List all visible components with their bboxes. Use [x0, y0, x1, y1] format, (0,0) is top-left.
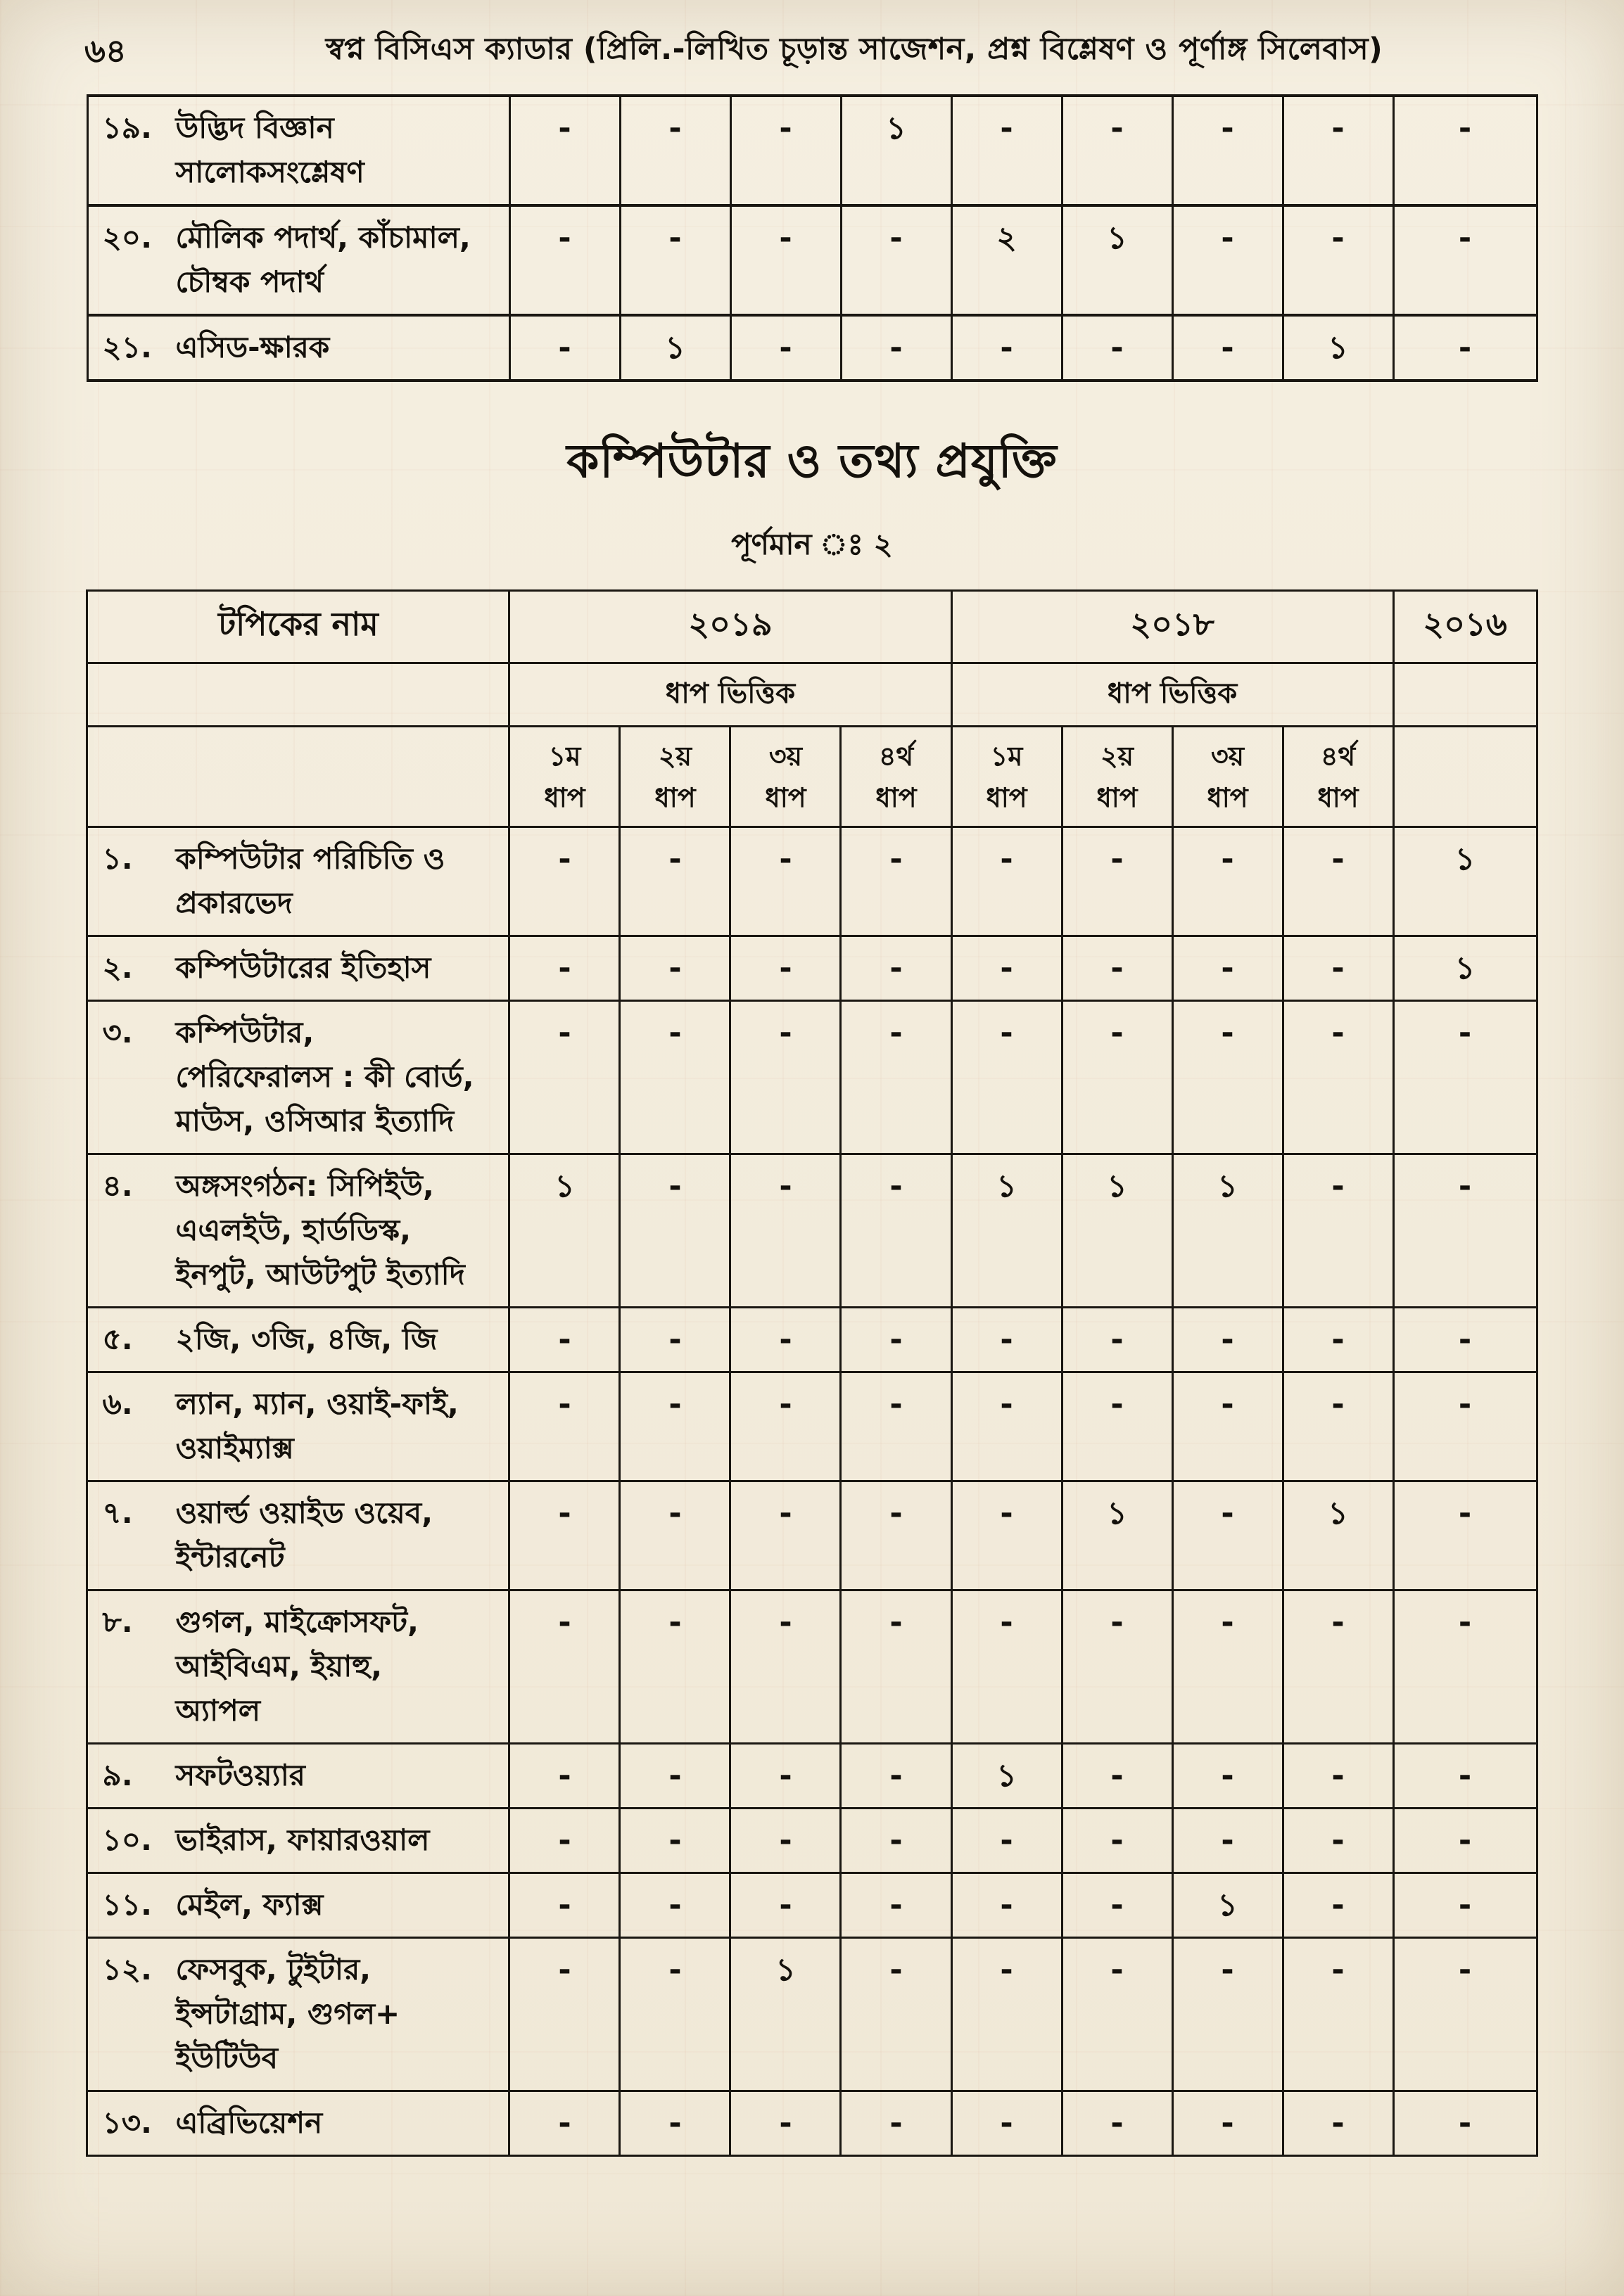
value-cell: -	[841, 205, 951, 315]
row-number: ৭.	[102, 1495, 133, 1530]
value-cell: -	[841, 936, 951, 1000]
step-header-২০১৯-3	[730, 727, 841, 827]
value-cell: -	[951, 1372, 1062, 1481]
step-header-line: ৩য়	[768, 741, 803, 772]
value-cell: -	[1062, 96, 1172, 205]
value-cell: -	[951, 936, 1062, 1000]
topic-line: প্রকারভেদ	[175, 885, 293, 920]
value-cell: -	[620, 1307, 730, 1372]
topic-cell	[87, 1590, 509, 1743]
value-cell: -	[1283, 2091, 1393, 2155]
value-cell: -	[841, 1000, 951, 1154]
value-cell: -	[730, 1590, 841, 1743]
value-cell: -	[1393, 315, 1537, 381]
table-row	[87, 205, 1537, 315]
value-cell: -	[620, 96, 730, 205]
value-cell: -	[841, 2091, 951, 2155]
value-cell: -	[1283, 205, 1393, 315]
value-cell: -	[620, 827, 730, 936]
value-cell: -	[1172, 205, 1283, 315]
step-header-line: ধাপ	[986, 782, 1027, 813]
value-cell: -	[620, 205, 730, 315]
value-cell: -	[730, 1307, 841, 1372]
table-row	[87, 315, 1537, 381]
value-cell: -	[620, 1743, 730, 1808]
topic-cell	[87, 96, 509, 205]
row-number: ৮.	[102, 1604, 133, 1639]
value-cell: -	[1393, 1873, 1537, 1937]
value-cell: -	[951, 1481, 1062, 1590]
topic-column-header: টপিকের নাম	[87, 591, 509, 663]
value-cell: -	[1283, 1743, 1393, 1808]
value-cell: -	[1172, 96, 1283, 205]
value-cell: -	[1172, 2091, 1283, 2155]
topic-line: আইবিএম, ইয়াহু,	[175, 1648, 383, 1683]
value-cell: -	[509, 315, 620, 381]
value-cell: -	[509, 205, 620, 315]
value-cell: -	[841, 1873, 951, 1937]
topic-text	[176, 106, 502, 194]
value-cell: -	[841, 1307, 951, 1372]
topic-line: এসিড-ক্ষারক	[175, 330, 330, 364]
topic-cell	[87, 1808, 509, 1873]
step-header-line: ধাপ	[765, 782, 806, 813]
section-marks-label: পূর্ণমান ঃ ২	[731, 527, 893, 561]
value-cell: -	[1393, 1937, 1537, 2091]
row-number: ৬.	[102, 1386, 133, 1421]
topic-text	[175, 1947, 501, 2080]
topic-cell	[87, 1372, 509, 1481]
topic-line: উদ্ভিদ বিজ্ঞান	[175, 110, 334, 145]
table-row	[87, 1808, 1537, 1873]
value-cell: -	[620, 1937, 730, 2091]
topic-cell	[87, 1937, 509, 2091]
value-cell: -	[509, 1307, 620, 1372]
step-header-line: ৪র্থ	[1320, 741, 1356, 772]
value-cell: -	[1283, 936, 1393, 1000]
value-cell: -	[841, 1808, 951, 1873]
topic-cell	[87, 1481, 509, 1590]
table-row	[87, 1590, 1537, 1743]
topic-text	[175, 836, 501, 925]
value-cell: -	[951, 827, 1062, 936]
value-cell: -	[841, 1154, 951, 1307]
topic-cell	[87, 205, 509, 315]
row-number: ২০.	[102, 220, 153, 255]
topic-line: সফটওয়্যার	[175, 1757, 305, 1792]
value-cell: -	[620, 1372, 730, 1481]
carryover-syllabus-table	[87, 94, 1538, 382]
value-cell: -	[1172, 1000, 1283, 1154]
topic-line: ফেসবুক, টুইটার,	[175, 1951, 372, 1986]
value-cell: ১	[951, 1154, 1062, 1307]
row-number: ৪.	[102, 1168, 133, 1203]
value-cell: ১	[1172, 1154, 1283, 1307]
value-cell: -	[1283, 1590, 1393, 1743]
step-header-line: ১ম	[990, 741, 1023, 772]
value-cell: -	[1393, 96, 1537, 205]
value-cell: -	[509, 1873, 620, 1937]
step-header-২০১৮-4	[1283, 727, 1393, 827]
topic-text	[175, 945, 501, 990]
empty-header-cell	[87, 727, 509, 827]
value-cell: -	[1172, 1808, 1283, 1873]
value-cell: -	[509, 96, 620, 205]
value-cell: -	[509, 936, 620, 1000]
step-header-line: ২য়	[1100, 741, 1134, 772]
topic-text	[175, 1491, 501, 1579]
row-number: ৩.	[102, 1014, 133, 1050]
value-cell: -	[509, 1372, 620, 1481]
value-cell: ১	[509, 1154, 620, 1307]
value-cell: -	[730, 827, 841, 936]
table-row	[87, 1937, 1537, 2091]
value-cell: -	[1283, 1937, 1393, 2091]
value-cell: -	[1172, 315, 1283, 381]
topic-line: ভাইরাস, ফায়ারওয়াল	[175, 1822, 430, 1857]
row-number: ১১.	[102, 1887, 152, 1922]
step-header-২০১৯-4	[841, 727, 951, 827]
topic-cell	[87, 1873, 509, 1937]
step-header-line: ধাপ	[654, 782, 696, 813]
table-row	[87, 96, 1537, 205]
topic-cell	[87, 315, 509, 381]
topic-cell	[87, 1743, 509, 1808]
value-cell: ১	[951, 1743, 1062, 1808]
row-number: ১৩.	[102, 2105, 152, 2140]
row-number: ১০.	[102, 1822, 152, 1857]
table-row	[87, 1481, 1537, 1590]
value-cell: -	[1283, 827, 1393, 936]
value-cell: -	[730, 1481, 841, 1590]
value-cell: -	[1283, 1873, 1393, 1937]
value-cell: -	[509, 1808, 620, 1873]
value-cell: -	[1062, 936, 1172, 1000]
phase-label-2018: ধাপ ভিত্তিক	[951, 663, 1393, 727]
value-cell: -	[841, 1937, 951, 2091]
value-cell: -	[1393, 1808, 1537, 1873]
table-row	[87, 1000, 1537, 1154]
table-row	[87, 1743, 1537, 1808]
topic-line: গুগল, মাইক্রোসফট,	[175, 1604, 419, 1639]
value-cell: ১	[1062, 205, 1172, 315]
value-cell: -	[1062, 2091, 1172, 2155]
topic-line: মাউস, ওসিআর ইত্যাদি	[175, 1103, 455, 1138]
step-header-line: ৩য়	[1210, 741, 1245, 772]
value-cell: -	[1393, 1743, 1537, 1808]
value-cell: ১	[1393, 936, 1537, 1000]
topic-line: মেইল, ফ্যাক্স	[175, 1887, 324, 1922]
value-cell: ১	[841, 96, 951, 205]
year-2016-header: ২০১৬	[1393, 591, 1537, 663]
page-header	[0, 20, 1624, 84]
topic-text	[175, 1382, 501, 1470]
value-cell: -	[841, 827, 951, 936]
value-cell: -	[1283, 1372, 1393, 1481]
value-cell: -	[1393, 2091, 1537, 2155]
value-cell: ১	[1062, 1154, 1172, 1307]
value-cell: -	[509, 827, 620, 936]
topic-cell	[87, 1307, 509, 1372]
phase-header-row	[87, 663, 1537, 727]
topic-text	[175, 1818, 501, 1862]
value-cell: -	[1062, 1000, 1172, 1154]
value-cell: -	[1172, 1307, 1283, 1372]
step-header-line: ধাপ	[1317, 782, 1359, 813]
value-cell: -	[509, 1590, 620, 1743]
value-cell: -	[1393, 1000, 1537, 1154]
topic-cell	[87, 827, 509, 936]
value-cell: -	[1393, 1307, 1537, 1372]
value-cell: -	[951, 1590, 1062, 1743]
value-cell: -	[1172, 1937, 1283, 2091]
value-cell: -	[841, 1590, 951, 1743]
value-cell: -	[1283, 1808, 1393, 1873]
topic-line: পেরিফেরালস : কী বোর্ড,	[175, 1059, 474, 1094]
topic-line: এএলইউ, হার্ডডিস্ক,	[175, 1212, 412, 1247]
value-cell: -	[730, 936, 841, 1000]
step-header-line: ২য়	[658, 741, 692, 772]
row-number: ৫.	[102, 1321, 133, 1356]
step-header-২০১৯-1	[509, 727, 620, 827]
topic-line: ইন্সটাগ্রাম, গুগল+	[175, 1996, 400, 2031]
value-cell: -	[1283, 96, 1393, 205]
topic-line: ইন্টারনেট	[175, 1539, 285, 1574]
step-header-line: ধাপ	[1096, 782, 1138, 813]
table-row	[87, 1154, 1537, 1307]
table-row	[87, 1307, 1537, 1372]
value-cell: -	[620, 1000, 730, 1154]
value-cell: -	[730, 205, 841, 315]
value-cell: -	[620, 1481, 730, 1590]
topic-cell	[87, 1154, 509, 1307]
topic-line: এব্রিভিয়েশন	[175, 2105, 323, 2140]
row-number: ১২.	[102, 1951, 152, 1986]
value-cell: -	[841, 1743, 951, 1808]
topic-line: অঙ্গসংগঠন: সিপিইউ,	[175, 1168, 434, 1203]
value-cell: -	[620, 2091, 730, 2155]
value-cell: -	[730, 1808, 841, 1873]
topic-line: সালোকসংশ্লেষণ	[175, 155, 364, 189]
value-cell: -	[1393, 1590, 1537, 1743]
row-number: ২১.	[102, 330, 153, 364]
value-cell: -	[841, 315, 951, 381]
step-header-line: ধাপ	[544, 782, 585, 813]
empty-header-cell	[1393, 663, 1537, 727]
row-number: ২.	[102, 950, 133, 985]
value-cell: -	[1062, 1873, 1172, 1937]
value-cell: -	[1172, 1372, 1283, 1481]
value-cell: ১	[620, 315, 730, 381]
value-cell: -	[1172, 1481, 1283, 1590]
value-cell: -	[951, 96, 1062, 205]
value-cell: ১	[730, 1937, 841, 2091]
value-cell: -	[730, 2091, 841, 2155]
value-cell: -	[1062, 1590, 1172, 1743]
value-cell: -	[1172, 936, 1283, 1000]
row-number: ৯.	[102, 1757, 133, 1792]
topic-line: কম্পিউটার পরিচিতি ও	[175, 841, 445, 876]
topic-line: ইউটিউব	[175, 2040, 279, 2075]
value-cell: -	[1062, 1937, 1172, 2091]
value-cell: ১	[1283, 1481, 1393, 1590]
steps-header-row	[87, 727, 1537, 827]
table-row	[87, 827, 1537, 936]
topic-text	[175, 1753, 501, 1797]
value-cell: -	[730, 1743, 841, 1808]
topic-text	[175, 1600, 501, 1733]
table-row	[87, 2091, 1537, 2155]
topic-line: ওয়াইম্যাক্স	[175, 1430, 294, 1465]
topic-text	[175, 2100, 501, 2145]
table-row	[87, 936, 1537, 1000]
value-cell: -	[730, 1000, 841, 1154]
step-header-line: ধাপ	[875, 782, 917, 813]
syllabus-table	[86, 589, 1537, 2157]
step-header-২০১৮-2	[1062, 727, 1172, 827]
value-cell: -	[951, 1873, 1062, 1937]
value-cell: -	[1062, 1743, 1172, 1808]
step-header-line: ধাপ	[1207, 782, 1248, 813]
value-cell: -	[951, 2091, 1062, 2155]
topic-text	[175, 1882, 501, 1927]
value-cell: -	[1283, 1307, 1393, 1372]
value-cell: -	[841, 1481, 951, 1590]
syllabus-table-body	[87, 827, 1537, 2155]
year-header-row	[87, 591, 1537, 663]
year-2018-header: ২০১৮	[951, 591, 1393, 663]
value-cell: -	[730, 1873, 841, 1937]
step-header-২০১৮-3	[1172, 727, 1283, 827]
value-cell: -	[1062, 315, 1172, 381]
value-cell: -	[951, 1000, 1062, 1154]
value-cell: -	[1172, 1590, 1283, 1743]
value-cell: -	[730, 96, 841, 205]
value-cell: -	[1393, 1154, 1537, 1307]
page-number: ৬৪	[84, 32, 127, 70]
table-row	[87, 1873, 1537, 1937]
book-header-title: স্বপ্ন বিসিএস ক্যাডার (প্রিলি.-লিখিত চূড়ান্ত সাজেশন, প্রশ্ন বিশ্লেষণ ও পূর্ণাঙ্গ সিলেবাস)	[325, 32, 1383, 67]
value-cell: -	[620, 1808, 730, 1873]
value-cell: -	[1172, 1743, 1283, 1808]
value-cell: -	[1172, 827, 1283, 936]
topic-line: ওয়ার্ল্ড ওয়াইড ওয়েব,	[175, 1495, 433, 1530]
topic-cell	[87, 2091, 509, 2155]
value-cell: -	[509, 1481, 620, 1590]
topic-line: ২জি, ৩জি, ৪জি, জি	[175, 1321, 438, 1356]
row-number: ১.	[102, 841, 133, 876]
topic-text	[175, 1010, 501, 1143]
topic-line: মৌলিক পদার্থ, কাঁচামাল,	[175, 220, 471, 255]
value-cell: -	[1062, 1307, 1172, 1372]
value-cell: -	[509, 2091, 620, 2155]
value-cell: -	[730, 315, 841, 381]
value-cell: -	[1393, 205, 1537, 315]
value-cell: -	[951, 1937, 1062, 2091]
value-cell: -	[620, 1154, 730, 1307]
topic-line: ল্যান, ম্যান, ওয়াই-ফাই,	[175, 1386, 459, 1421]
step-header-line: ৪র্থ	[878, 741, 914, 772]
topic-text	[176, 215, 502, 304]
value-cell: -	[1062, 1372, 1172, 1481]
value-cell: -	[1283, 1000, 1393, 1154]
value-cell: ১	[1283, 315, 1393, 381]
topic-text	[175, 1317, 501, 1361]
value-cell: -	[620, 936, 730, 1000]
value-cell: -	[951, 1808, 1062, 1873]
empty-header-cell	[87, 663, 509, 727]
phase-label-2019: ধাপ ভিত্তিক	[509, 663, 951, 727]
value-cell: -	[1393, 1372, 1537, 1481]
topic-text	[175, 1163, 501, 1296]
value-cell: -	[730, 1154, 841, 1307]
section-title: কম্পিউটার ও তথ্য প্রযুক্তি	[566, 434, 1058, 488]
value-cell: -	[951, 315, 1062, 381]
value-cell: ১	[1062, 1481, 1172, 1590]
year-2019-header: ২০১৯	[509, 591, 951, 663]
value-cell: -	[841, 1372, 951, 1481]
topic-line: কম্পিউটার,	[175, 1014, 315, 1050]
value-cell: -	[620, 1873, 730, 1937]
row-number: ১৯.	[102, 110, 152, 145]
empty-header-cell	[1393, 727, 1537, 827]
step-header-২০১৮-1	[951, 727, 1062, 827]
topic-text	[176, 325, 502, 369]
step-header-line: ১ম	[548, 741, 581, 772]
value-cell: -	[1283, 1154, 1393, 1307]
value-cell: -	[509, 1000, 620, 1154]
value-cell: -	[1393, 1481, 1537, 1590]
topic-cell	[87, 936, 509, 1000]
value-cell: -	[1062, 827, 1172, 936]
carryover-table-body	[87, 96, 1537, 381]
syllabus-table-head	[87, 591, 1537, 827]
value-cell: -	[509, 1937, 620, 2091]
value-cell: ২	[951, 205, 1062, 315]
topic-line: অ্যাপল	[175, 1692, 261, 1728]
value-cell: -	[509, 1743, 620, 1808]
value-cell: -	[1062, 1808, 1172, 1873]
topic-line: চৌম্বক পদার্থ	[175, 264, 324, 299]
table-row	[87, 1372, 1537, 1481]
value-cell: -	[620, 1590, 730, 1743]
topic-cell	[87, 1000, 509, 1154]
value-cell: -	[730, 1372, 841, 1481]
value-cell: ১	[1172, 1873, 1283, 1937]
value-cell: -	[951, 1307, 1062, 1372]
step-header-২০১৯-2	[620, 727, 730, 827]
topic-line: কম্পিউটারের ইতিহাস	[175, 950, 431, 985]
value-cell: ১	[1393, 827, 1537, 936]
topic-line: ইনপুট, আউটপুট ইত্যাদি	[175, 1256, 465, 1292]
